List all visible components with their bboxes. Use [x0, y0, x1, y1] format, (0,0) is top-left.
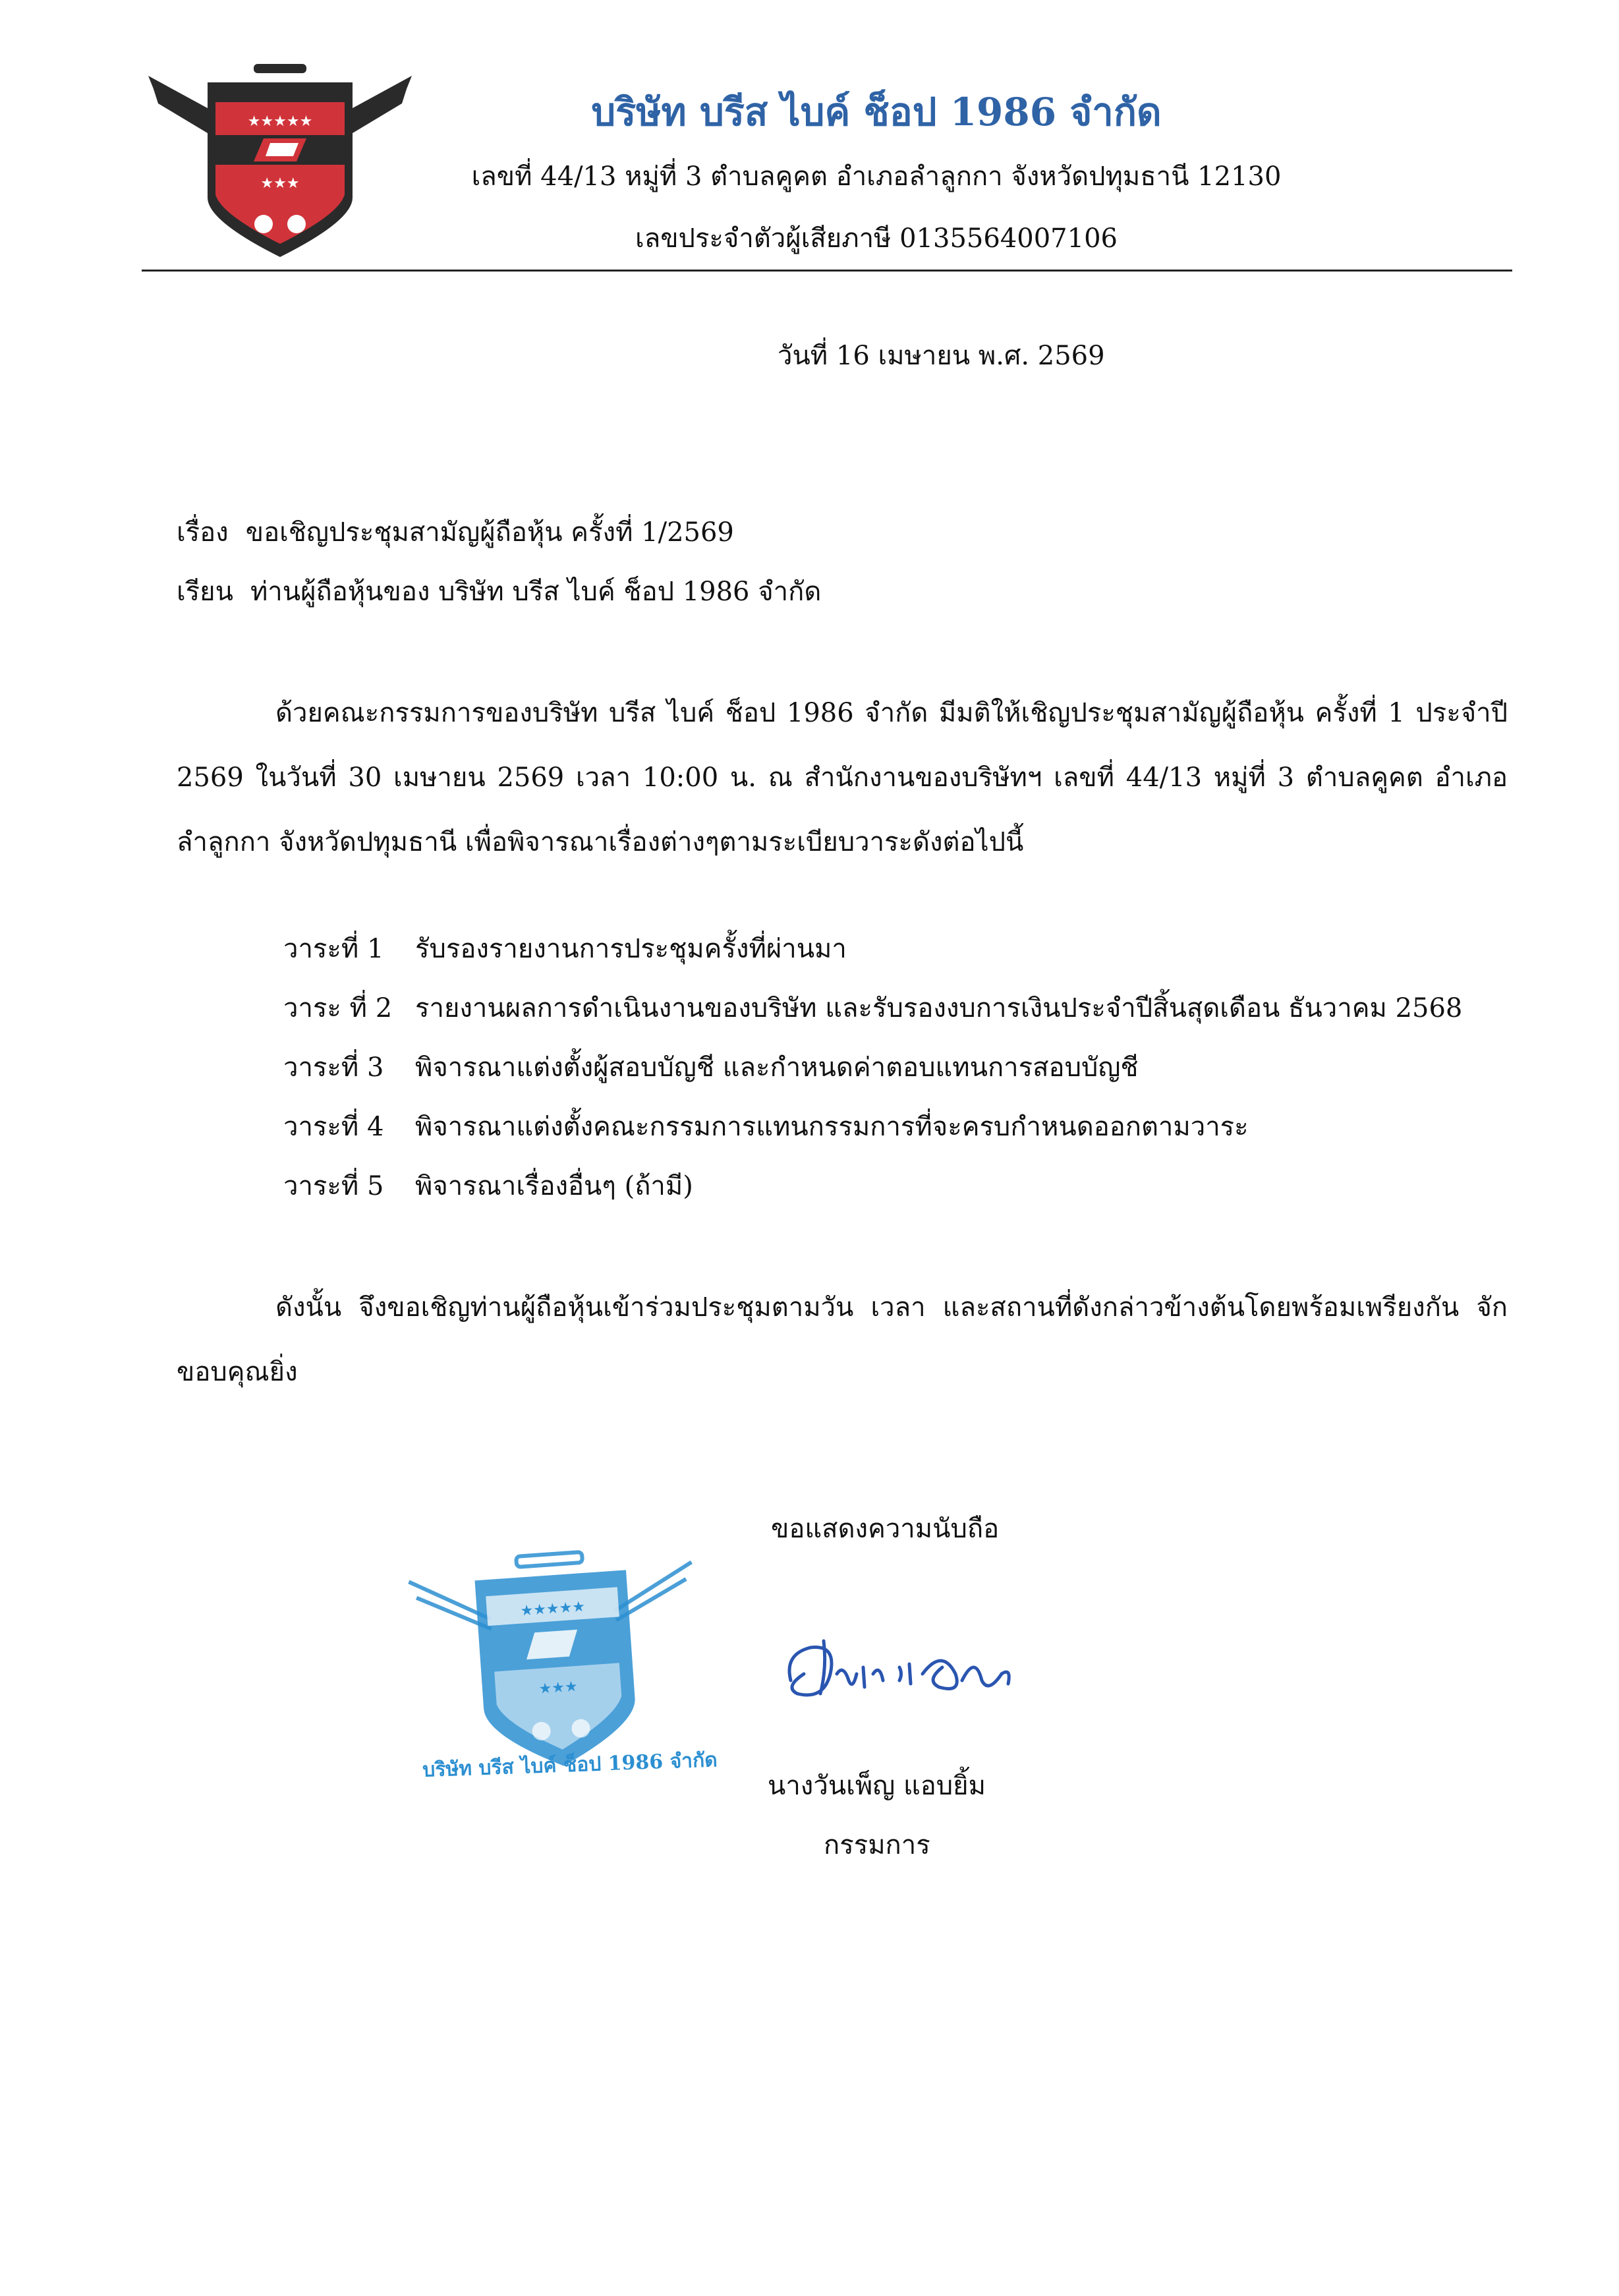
- closing-text: ดังนั้น จึงขอเชิญท่านผู้ถือหุ้นเข้าร่วมประชุมตามวัน เวลา และสถานที่ดังกล่าวข้างต้นโดยพร้อมเพรียงกัน จักขอบคุณยิ่ง: [177, 1292, 1508, 1387]
- intro-paragraph: [177, 681, 1508, 875]
- agenda-item: [283, 1097, 1535, 1157]
- agenda-list: [283, 919, 1535, 1216]
- recipient-line: [177, 572, 821, 612]
- agenda-number: วาระที่ 5: [283, 1171, 384, 1201]
- agenda-text: พิจารณาแต่งตั้งผู้สอบบัญชี และกำหนดค่าตอบแทนการสอบบัญชี: [415, 1052, 1139, 1083]
- recipient-text: ท่านผู้ถือหุ้นของ บริษัท บรีส ไบค์ ช็อป 1986 จำกัด: [250, 577, 822, 607]
- signer-name: นางวันเพ็ญ แอบยิ้ม: [768, 1771, 986, 1801]
- intro-text: ด้วยคณะกรรมการของบริษัท บรีส ไบค์ ช็อป 1986 จำกัด มีมติให้เชิญประชุมสามัญผู้ถือหุ้น ครั้งที่ 1 ประจำปี 2569 ในวันที่ 30 เมษายน 2569 เวลา 10:00 น. ณ สำนักงานของบริษัทฯ เลขที่ 44/13 หมู่ที่ 3 ตำบลคูคต อำเภอลำลูกกา จังหวัดปทุมธานี เพื่อพิจารณาเรื่องต่างๆตามระเบียบวาระดังต่อไปนี้: [177, 698, 1508, 857]
- company-address: เลขที่ 44/13 หมู่ที่ 3 ตำบลคูคต อำเภอลำลูกกา จังหวัดปทุมธานี 12130: [471, 161, 1282, 192]
- closing-paragraph: [177, 1275, 1508, 1404]
- svg-text:★★★: ★★★: [260, 175, 300, 192]
- agenda-item: [283, 1038, 1535, 1097]
- handwritten-signature-icon: [764, 1601, 1028, 1733]
- svg-text:★★★★★: ★★★★★: [519, 1598, 586, 1620]
- agenda-number: วาระที่ 1: [283, 934, 384, 964]
- signer-title: กรรมการ: [824, 1830, 930, 1860]
- header-divider: [142, 270, 1512, 272]
- agenda-item: [283, 979, 1535, 1038]
- svg-text:★★★: ★★★: [538, 1678, 579, 1698]
- agenda-item: [283, 919, 1535, 979]
- company-logo-icon: [142, 63, 418, 260]
- agenda-number: วาระ ที่ 2: [283, 993, 393, 1023]
- subject-label: เรื่อง: [177, 517, 229, 548]
- letter-date: วันที่ 16 เมษายน พ.ศ. 2569: [778, 341, 1105, 371]
- agenda-text: รายงานผลการดำเนินงานของบริษัท และรับรองงบการเงินประจำปีสิ้นสุดเดือน ธันวาคม 2568: [415, 993, 1463, 1023]
- svg-text:★★★★★: ★★★★★: [247, 113, 313, 130]
- sign-off: ขอแสดงความนับถือ: [771, 1514, 1000, 1544]
- stamp-caption: บริษัท บรีส ไบค์ ช็อป 1986 จำกัด: [422, 1748, 718, 1782]
- subject-text: ขอเชิญประชุมสามัญผู้ถือหุ้น ครั้งที่ 1/2569: [245, 517, 734, 548]
- agenda-number: วาระที่ 3: [283, 1052, 384, 1083]
- company-name: บริษัท บรีส ไบค์ ช็อป 1986 จำกัด: [591, 90, 1162, 134]
- agenda-number: วาระที่ 4: [283, 1112, 384, 1142]
- agenda-text: พิจารณาเรื่องอื่นๆ (ถ้ามี): [415, 1171, 693, 1201]
- agenda-text: รับรองรายงานการประชุมครั้งที่ผ่านมา: [415, 934, 847, 964]
- recipient-label: เรียน: [177, 577, 233, 607]
- agenda-text: พิจารณาแต่งตั้งคณะกรรมการแทนกรรมการที่จะครบกำหนดออกตามวาระ: [415, 1112, 1249, 1142]
- company-tax-id: เลขประจำตัวผู้เสียภาษี 0135564007106: [635, 223, 1118, 254]
- subject-line: [177, 513, 734, 552]
- agenda-item: [283, 1157, 1535, 1216]
